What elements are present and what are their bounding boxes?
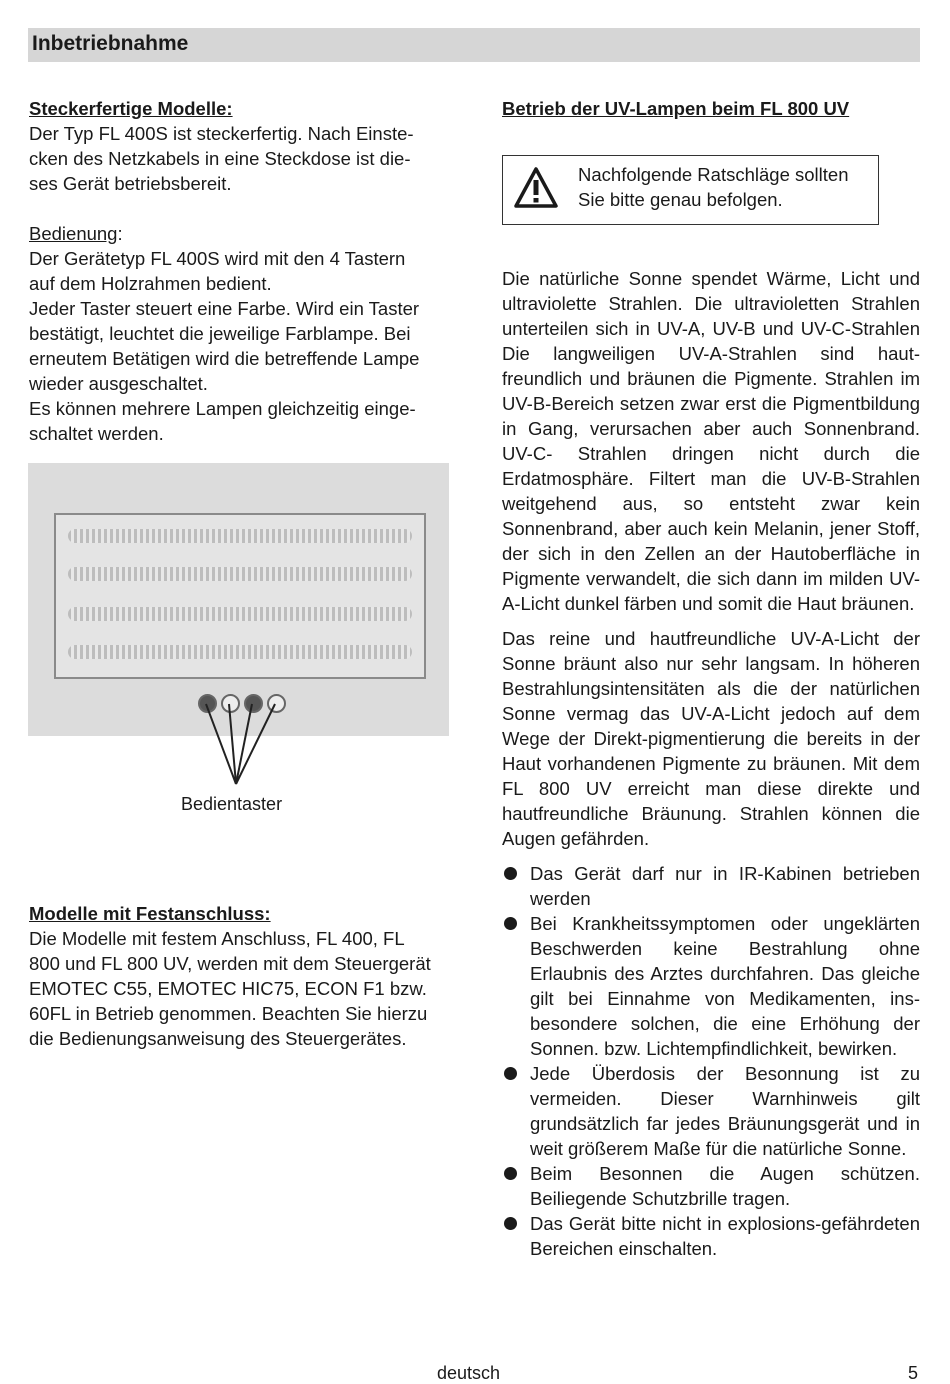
plug-in-models-heading: Steckerfertige Modelle: xyxy=(29,98,233,119)
bullet-text: Das Gerät darf nur in IR-Kabinen betrieben werden xyxy=(530,863,920,909)
lamp-tube xyxy=(68,529,412,543)
lamp-tube xyxy=(68,567,412,581)
footer-language: deutsch xyxy=(437,1363,501,1383)
operation-text: Der Gerätetyp FL 400S wird mit den 4 Tastern auf dem Holzrahmen bedient. Jeder Taster steuert eine Farbe. Wird ein Taster bestätigt, leuchtet die jeweilige Farblampe. Bei erneutem Betätigen wird die betreffende Lampe wieder ausgeschaltet. Es können mehrere Lampen gleichzeitig einge- schaltet werden. xyxy=(29,248,420,444)
warning-text: Nachfolgende Ratschläge sollten Sie bitte genau befolgen. xyxy=(578,164,849,210)
fixed-connection-text: Die Modelle mit festem Anschluss, FL 400, FL 800 und FL 800 UV, werden mit dem Steuergerät EMOTEC C55, EMOTEC HIC75, ECON F1 bzw. 60FL in Betrieb genommen. Beachten Sie hierzu die Bedienungsanweisung des Steuergerätes. xyxy=(29,928,431,1049)
lamp-tube xyxy=(68,607,412,621)
control-buttons-photo xyxy=(28,463,449,736)
list-item xyxy=(502,911,920,1061)
uv-paragraph-1: Die natürliche Sonne spendet Wärme, Licht und ultraviolette Strahlen. Die ultravioletten Strahlen unterteilen sich in UV-A, UV-B und UV-C-Strahlen Die langweiligen UV-A-Strahlen sind haut- freundlich und bräunen die Pigmente. Strahlen im UV-B-Bereich setzen zwar erst die Pigmentbildung in Gang, verursachen aber auch Sonnenbrand. UV-C- Strahlen dringen nicht durch die Erdatmosphäre. Filtert man die UV-B-Strahlen weitgehend aus, so entsteht zwar kein Sonnenbrand, aber auch kein Melanin, jener Stoff, der sich in den Zellen an der Hautoberfläche in Pigmente verwandelt, die sich dann im milden UV-A-Licht dunkel färben und somit die Haut bräunen. xyxy=(502,268,920,614)
lamp-frame xyxy=(54,513,426,679)
operation-colon: : xyxy=(117,223,123,244)
bullet-text: Jede Überdosis der Besonnung ist zu vermeiden. Dieser Warnhinweis gilt grundsätzlich far jedes Bräunungsgerät und in weit größerem Maße für die natürliche Sonne. xyxy=(530,1063,920,1159)
section-header-bar xyxy=(28,28,920,62)
right-column xyxy=(502,96,920,1261)
left-column xyxy=(29,96,449,446)
bullet-dot-icon xyxy=(504,867,517,880)
operation-label: Bedienung xyxy=(29,223,118,244)
page-title: Inbetriebnahme xyxy=(32,32,189,55)
warning-triangle-icon xyxy=(513,166,559,210)
list-item xyxy=(502,1211,920,1261)
fixed-connection-section xyxy=(29,901,449,1051)
warning-box xyxy=(502,155,879,225)
lamp-tube xyxy=(68,645,412,659)
photo-caption: Bedientaster xyxy=(181,794,283,814)
safety-bullet-list xyxy=(502,861,920,1261)
bullet-dot-icon xyxy=(504,1067,517,1080)
callout-lines xyxy=(28,700,449,800)
list-item xyxy=(502,861,920,911)
plug-in-models-text: Der Typ FL 400S ist steckerfertig. Nach Einste- cken des Netzkabels in eine Steckdose ist die- ses Gerät betriebsbereit. xyxy=(29,123,414,194)
list-item xyxy=(502,1061,920,1161)
bullet-text: Beim Besonnen die Augen schützen. Beiliegende Schutzbrille tragen. xyxy=(530,1163,920,1209)
bullet-text: Das Gerät bitte nicht in explosions-gefährdeten Bereichen einschalten. xyxy=(530,1213,920,1259)
uv-paragraph-2: Das reine und hautfreundliche UV-A-Licht der Sonne bräunt also nur sehr langsam. In höheren Bestrahlungsintensitäten als die der natürlichen Sonne vermag das UV-A-Licht jedoch auf dem Wege der Direkt-pigmentierung die bereits in der Haut vorhandenen Pigmente zu bräunen. Mit dem FL 800 UV erreicht man diese direkte und hautfreundliche Bräunung. Strahlen können die Augen gefährden. xyxy=(502,628,920,849)
bullet-dot-icon xyxy=(504,1217,517,1230)
list-item xyxy=(502,1161,920,1211)
bullet-text: Bei Krankheitssymptomen oder ungeklärten Beschwerden keine Bestrahlung ohne Erlaubnis des Arztes durchfahren. Das gleiche gilt bei Einnahme von Medikamenten, ins-besondere solchen, die eine Erhöhung der Sonnen. bzw. Lichtempfindlichkeit, bewirken. xyxy=(530,913,920,1059)
bullet-dot-icon xyxy=(504,917,517,930)
page-number: 5 xyxy=(908,1363,919,1383)
uv-lamp-heading: Betrieb der UV-Lampen beim FL 800 UV xyxy=(502,98,850,119)
operation-heading xyxy=(29,221,449,246)
bullet-dot-icon xyxy=(504,1167,517,1180)
fixed-connection-heading: Modelle mit Festanschluss: xyxy=(29,903,271,924)
